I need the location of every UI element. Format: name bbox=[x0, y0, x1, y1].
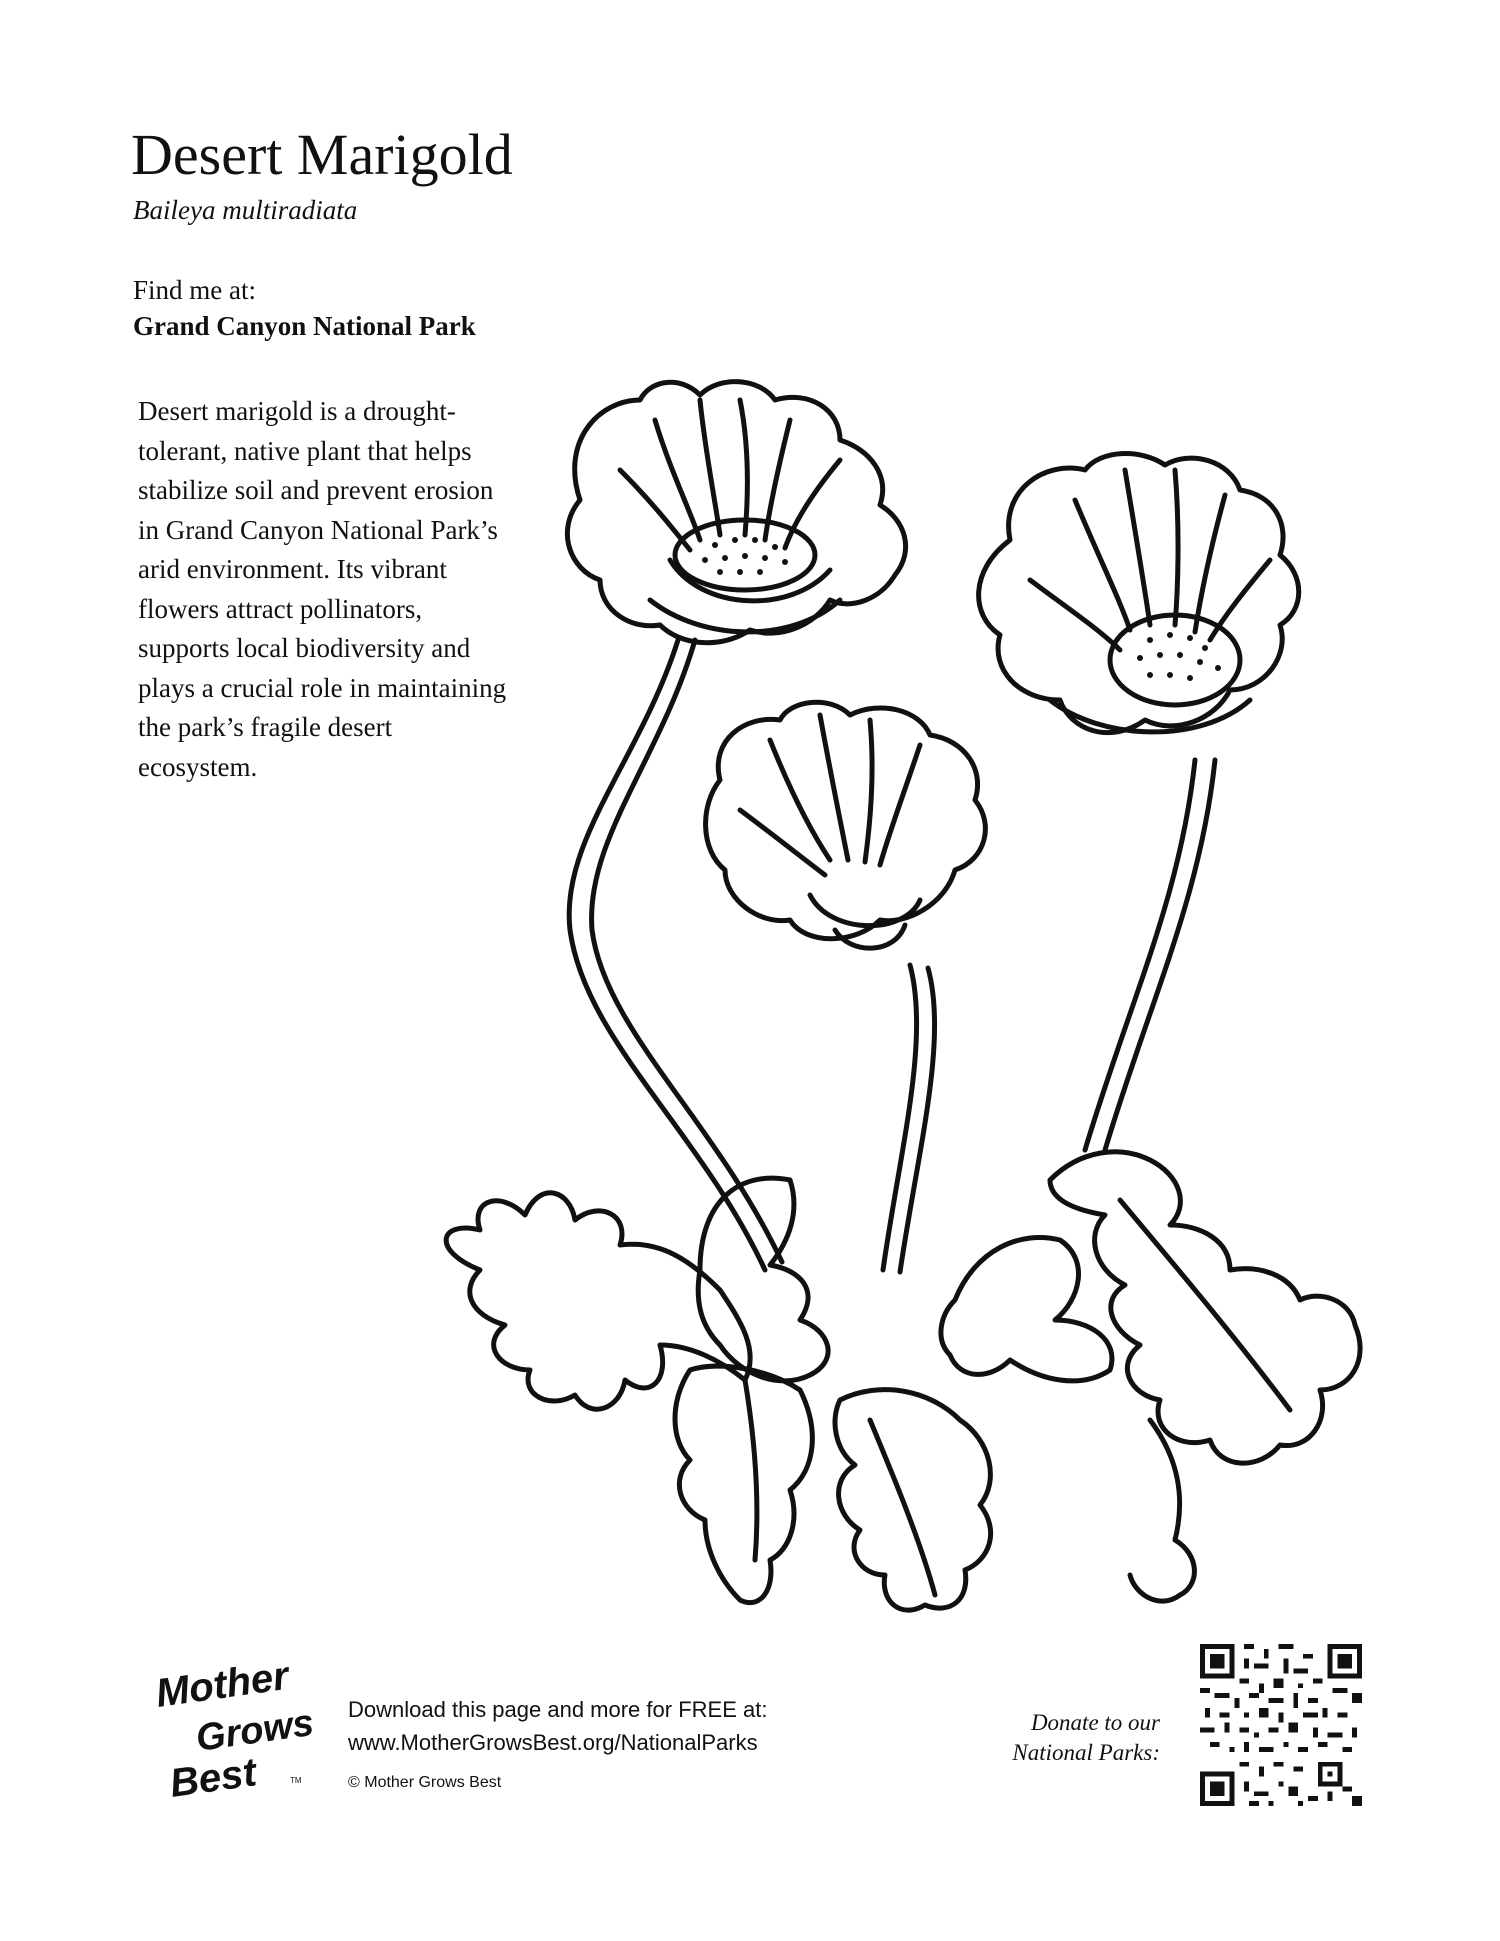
logo-art bbox=[150, 1665, 315, 1810]
stem-left-inner bbox=[592, 640, 782, 1262]
stem-middle bbox=[883, 965, 917, 1270]
qr-code-icon[interactable] bbox=[1200, 1644, 1362, 1806]
park-name: Grand Canyon National Park bbox=[133, 311, 476, 341]
page-title: Desert Marigold bbox=[131, 122, 513, 187]
donate-text bbox=[985, 1708, 1160, 1768]
flower-right bbox=[979, 454, 1299, 733]
stem-right bbox=[1085, 760, 1195, 1150]
leaves bbox=[446, 1152, 1360, 1610]
download-text: Download this page and more for FREE at: bbox=[348, 1697, 768, 1722]
copyright-text: © Mother Grows Best bbox=[348, 1774, 502, 1791]
mother-grows-best-logo bbox=[150, 1665, 315, 1810]
donate-line-1: Donate to our bbox=[1030, 1710, 1160, 1735]
desert-marigold-illustration bbox=[400, 370, 1400, 1620]
stem-right-inner bbox=[1105, 760, 1215, 1150]
donate-line-2: National Parks: bbox=[1012, 1740, 1160, 1765]
logo-word-mother: Mother bbox=[153, 1665, 292, 1716]
scientific-name: Baileya multiradiata bbox=[133, 195, 358, 225]
description-text: Desert marigold is a drought-tolerant, native plant that helps stabilize soil and prevent erosion in Grand Canyon National Park’s arid environment. Its vibrant flowers attract pollinators, supports local biodiversity and plays a crucial role in maintaining the park’s fragile desert ecosystem. bbox=[138, 396, 507, 782]
logo-tm: TM bbox=[290, 1776, 302, 1785]
download-url[interactable]: www.MotherGrowsBest.org/NationalParks bbox=[348, 1730, 758, 1755]
flower-top-left bbox=[567, 382, 905, 643]
find-me-label: Find me at: bbox=[133, 275, 256, 305]
flower-middle bbox=[706, 702, 986, 948]
logo-word-grows: Grows bbox=[193, 1701, 315, 1760]
logo-word-best: Best bbox=[167, 1750, 260, 1806]
